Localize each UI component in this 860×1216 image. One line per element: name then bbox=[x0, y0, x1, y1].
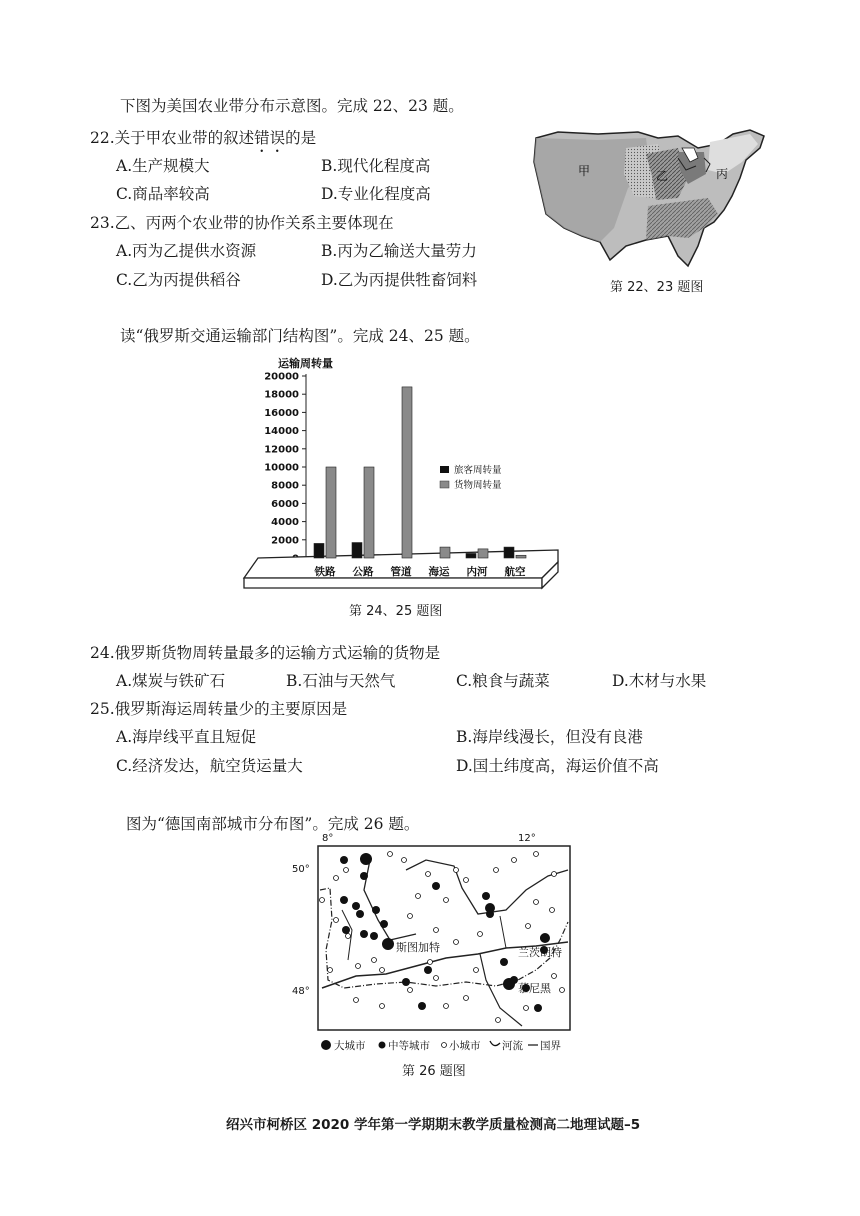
bar-freight-2 bbox=[402, 387, 412, 558]
small-city bbox=[356, 964, 361, 969]
small-city bbox=[408, 988, 413, 993]
bar-passenger-1 bbox=[352, 543, 362, 558]
medium-city bbox=[356, 910, 364, 918]
map-label-yi: 乙 bbox=[656, 169, 669, 183]
small-city bbox=[408, 914, 413, 919]
lon-12-label: 12° bbox=[518, 833, 536, 844]
bar-passenger-0 bbox=[314, 543, 324, 558]
city-label-landshut: 兰茨胡特 bbox=[518, 946, 562, 959]
chart-ylabel: 运输周转量 bbox=[278, 357, 333, 370]
q22-option-d[interactable]: D.专业化程度高 bbox=[321, 185, 431, 203]
small-city bbox=[388, 852, 393, 857]
q22-option-c[interactable]: C.商品率较高 bbox=[116, 185, 210, 203]
bar-passenger-5 bbox=[504, 547, 514, 558]
medium-city bbox=[360, 930, 368, 938]
germany-cities-map bbox=[286, 830, 582, 1056]
small-city bbox=[380, 968, 385, 973]
small-city bbox=[526, 924, 531, 929]
small-city bbox=[344, 868, 349, 873]
page-footer: 绍兴市柯桥区 2020 学年第一学期期末教学质量检测高二地理试题–5 bbox=[226, 1117, 641, 1133]
map3-caption: 第 26 题图 bbox=[402, 1064, 466, 1079]
small-city bbox=[380, 1004, 385, 1009]
medium-city bbox=[372, 906, 380, 914]
city-label-munich: 慕尼黑 bbox=[518, 982, 551, 995]
small-city bbox=[552, 974, 557, 979]
small-city bbox=[334, 876, 339, 881]
medium-city bbox=[482, 892, 490, 900]
medium-city bbox=[402, 978, 410, 986]
legend-small-city-icon bbox=[442, 1043, 447, 1048]
small-city bbox=[474, 968, 479, 973]
q23-option-a[interactable]: A.丙为乙提供水资源 bbox=[116, 242, 257, 260]
small-city bbox=[560, 988, 565, 993]
medium-city bbox=[418, 1002, 426, 1010]
q22-option-a[interactable]: A.生产规模大 bbox=[116, 157, 210, 175]
bar-freight-1 bbox=[364, 467, 374, 558]
small-city bbox=[550, 908, 555, 913]
small-city bbox=[552, 872, 557, 877]
small-city bbox=[534, 852, 539, 857]
y-tick-label: 6000 bbox=[271, 498, 299, 510]
small-city bbox=[524, 1006, 529, 1011]
legend-label-freight: 货物周转量 bbox=[454, 480, 502, 491]
small-city bbox=[454, 868, 459, 873]
medium-city bbox=[342, 926, 350, 934]
bar-passenger-4 bbox=[466, 553, 476, 558]
medium-city bbox=[352, 902, 360, 910]
q23-option-d[interactable]: D.乙为丙提供牲畜饲料 bbox=[321, 271, 478, 289]
y-tick-label: 20000 bbox=[264, 371, 299, 383]
map1-caption: 第 22、23 题图 bbox=[610, 280, 704, 295]
small-city bbox=[534, 900, 539, 905]
small-city bbox=[434, 928, 439, 933]
medium-city bbox=[340, 856, 348, 864]
q22-stem: 22.关于甲农业带的叙述错误的是 bbox=[90, 129, 317, 147]
x-tick-label: 航空 bbox=[504, 566, 526, 578]
y-tick-label: 18000 bbox=[264, 389, 299, 401]
medium-city bbox=[380, 920, 388, 928]
section2-intro: 读“俄罗斯交通运输部门结构图”。完成 24、25 题。 bbox=[120, 327, 480, 345]
legend-medium-city: 中等城市 bbox=[388, 1040, 430, 1052]
q23-stem: 23.乙、丙两个农业带的协作关系主要体现在 bbox=[90, 214, 394, 232]
medium-city bbox=[500, 958, 508, 966]
q24-option-b[interactable]: B.石油与天然气 bbox=[286, 672, 396, 690]
section1-intro: 下图为美国农业带分布示意图。完成 22、23 题。 bbox=[120, 97, 464, 115]
chart-caption: 第 24、25 题图 bbox=[349, 604, 443, 619]
x-tick-label: 内河 bbox=[466, 566, 488, 578]
small-city bbox=[494, 868, 499, 873]
us-agriculture-map bbox=[528, 118, 776, 274]
small-city bbox=[426, 872, 431, 877]
y-tick-label: 2000 bbox=[271, 535, 299, 547]
q24-option-a[interactable]: A.煤炭与铁矿石 bbox=[116, 672, 226, 690]
small-city bbox=[372, 958, 377, 963]
small-city bbox=[434, 976, 439, 981]
small-city bbox=[444, 1004, 449, 1009]
map-label-jia: 甲 bbox=[578, 164, 591, 178]
y-tick-label: 14000 bbox=[264, 426, 299, 438]
y-tick-label: 8000 bbox=[271, 480, 299, 492]
bar-freight-5 bbox=[516, 555, 526, 558]
y-tick-label: 4000 bbox=[271, 517, 299, 529]
medium-city bbox=[340, 896, 348, 904]
medium-city bbox=[370, 932, 378, 940]
x-tick-label: 管道 bbox=[390, 566, 412, 578]
legend-swatch-passenger bbox=[440, 466, 449, 473]
small-city bbox=[512, 858, 517, 863]
small-city bbox=[416, 894, 421, 899]
legend-large-city-icon bbox=[321, 1040, 331, 1050]
legend-river: 河流 bbox=[502, 1040, 523, 1052]
q23-option-b[interactable]: B.丙为乙输送大量劳力 bbox=[321, 242, 477, 260]
legend-river-icon bbox=[490, 1041, 500, 1046]
y-tick-label: 10000 bbox=[264, 462, 299, 474]
small-city bbox=[346, 934, 351, 939]
small-city bbox=[402, 858, 407, 863]
q25-stem: 25.俄罗斯海运周转量少的主要原因是 bbox=[90, 700, 348, 718]
small-city bbox=[454, 940, 459, 945]
large-city-landshut bbox=[540, 933, 550, 943]
small-city bbox=[496, 1018, 501, 1023]
small-city bbox=[478, 932, 483, 937]
lat-50-label: 50° bbox=[292, 864, 310, 875]
y-tick-label: 12000 bbox=[264, 444, 299, 456]
large-city-frankfurt bbox=[360, 853, 372, 865]
medium-city bbox=[424, 966, 432, 974]
large-city-munich bbox=[503, 978, 515, 990]
legend-swatch-freight bbox=[440, 481, 449, 488]
lon-8-label: 8° bbox=[322, 833, 334, 844]
medium-city bbox=[534, 1004, 542, 1012]
q25-option-a[interactable]: A.海岸线平直且短促 bbox=[116, 728, 257, 746]
legend-small-city: 小城市 bbox=[449, 1040, 481, 1052]
q25-option-b[interactable]: B.海岸线漫长，但没有良港 bbox=[456, 728, 643, 746]
x-tick-label: 铁路 bbox=[314, 566, 336, 578]
small-city bbox=[464, 996, 469, 1001]
city-label-stuttgart: 斯图加特 bbox=[396, 941, 440, 954]
map-label-bing: 丙 bbox=[716, 167, 729, 181]
lat-48-label: 48° bbox=[292, 986, 310, 997]
x-tick-label: 公路 bbox=[352, 566, 374, 578]
q24-option-c[interactable]: C.粮食与蔬菜 bbox=[456, 672, 550, 690]
small-city bbox=[354, 998, 359, 1003]
medium-city bbox=[432, 882, 440, 890]
q24-stem: 24.俄罗斯货物周转量最多的运输方式运输的货物是 bbox=[90, 644, 441, 662]
large-city-north bbox=[485, 903, 495, 913]
q22-option-b[interactable]: B.现代化程度高 bbox=[321, 157, 431, 175]
small-city bbox=[328, 968, 333, 973]
russia-transport-chart bbox=[236, 356, 570, 598]
q25-option-c[interactable]: C.经济发达，航空货运量大 bbox=[116, 757, 303, 775]
small-city bbox=[320, 898, 325, 903]
legend-border: 国界 bbox=[540, 1040, 561, 1052]
q23-option-c[interactable]: C.乙为丙提供稻谷 bbox=[116, 271, 241, 289]
x-tick-label: 海运 bbox=[428, 566, 450, 578]
small-city bbox=[334, 918, 339, 923]
q25-option-d[interactable]: D.国土纬度高，海运价值不高 bbox=[456, 757, 659, 775]
small-city bbox=[428, 960, 433, 965]
small-city bbox=[444, 898, 449, 903]
bar-freight-4 bbox=[478, 549, 488, 558]
bar-freight-3 bbox=[440, 547, 450, 558]
section3-intro: 图为“德国南部城市分布图”。完成 26 题。 bbox=[126, 815, 420, 833]
legend-large-city: 大城市 bbox=[334, 1040, 366, 1052]
medium-city bbox=[360, 872, 368, 880]
bar-freight-0 bbox=[326, 467, 336, 558]
map-legend bbox=[321, 1039, 561, 1052]
y-tick-label: 16000 bbox=[264, 407, 299, 419]
small-city bbox=[464, 878, 469, 883]
legend-label-passenger: 旅客周转量 bbox=[454, 465, 502, 476]
chart-legend bbox=[440, 464, 502, 491]
q24-option-d[interactable]: D.木材与水果 bbox=[612, 672, 707, 690]
legend-medium-city-icon bbox=[379, 1042, 386, 1049]
chart-base-front bbox=[244, 578, 542, 588]
large-city-stuttgart bbox=[382, 938, 394, 950]
